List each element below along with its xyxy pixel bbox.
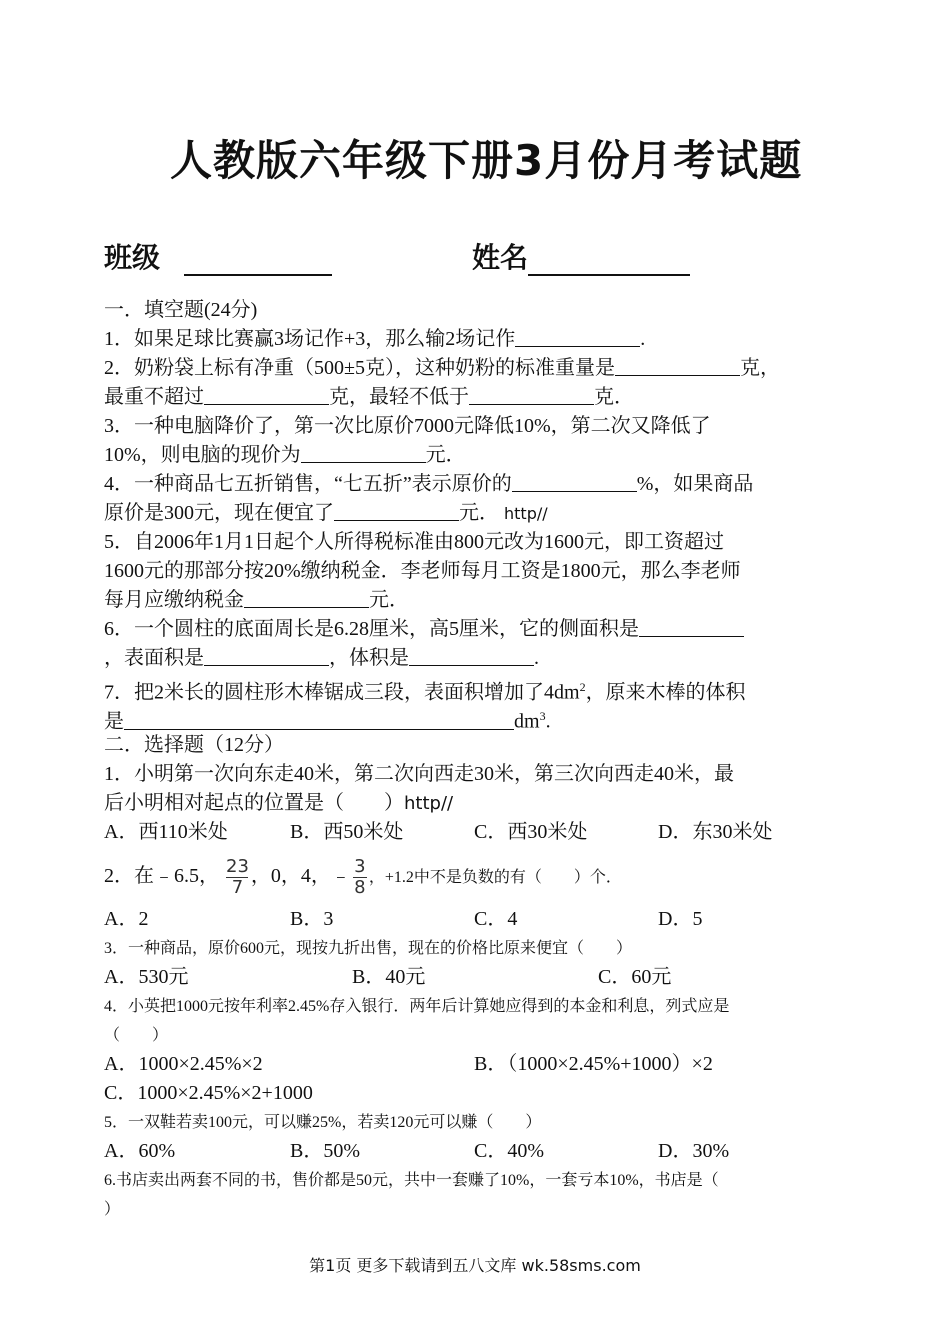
question-text: ，原来木棒的体积 xyxy=(585,681,746,704)
option-a[interactable]: A．530元 xyxy=(104,966,189,988)
answer-blank[interactable] xyxy=(515,326,640,347)
option-a[interactable]: A．西110米处 xyxy=(104,821,228,843)
choice-question-6: 6.书店卖出两套不同的书，售价都是50元，共中一套赚了10%，一套亏本10%，书店是（ xyxy=(104,1172,719,1189)
fraction-denominator: 7 xyxy=(231,877,244,899)
choice-options xyxy=(104,963,864,992)
choice-question-3: 3．一种商品，原价600元，现按九折出售，现在的价格比原来便宜（ ） xyxy=(104,940,633,957)
fill-question-4 xyxy=(104,470,864,499)
question-text: . xyxy=(545,710,551,733)
option-a[interactable]: A．60% xyxy=(104,1140,176,1162)
choice-question-5: 5．一双鞋若卖100元，可以赚25%，若卖120元可以赚（ ） xyxy=(104,1114,542,1131)
question-text: 克， xyxy=(739,357,780,379)
option-b[interactable]: B．50% xyxy=(290,1140,360,1162)
choice-options xyxy=(104,818,864,847)
answer-blank[interactable] xyxy=(639,616,744,637)
stray-text: http// xyxy=(404,793,454,814)
question-text: 1．如果足球比赛赢3场记作+3，那么输2场记作 xyxy=(104,328,516,350)
fill-question-5-cont2 xyxy=(104,586,864,615)
fill-question-5-cont: 1600元的那部分按20%缴纳税金．李老师每月工资是1800元，那么李老师 xyxy=(104,560,741,582)
choice-options xyxy=(104,1079,864,1108)
choice-options xyxy=(104,1137,864,1166)
fraction-numerator: 23 xyxy=(226,855,249,877)
question-text: 2．在﹣6.5， xyxy=(104,865,219,887)
fill-question-6 xyxy=(104,615,864,644)
option-a[interactable]: A．1000×2.45%×2 xyxy=(104,1053,263,1075)
fill-question-7-cont xyxy=(104,702,864,731)
fill-question-2-cont xyxy=(104,383,864,412)
fill-question-4-cont xyxy=(104,499,864,528)
question-text: 元． xyxy=(369,589,409,611)
fill-question-7 xyxy=(104,673,864,702)
answer-blank[interactable] xyxy=(512,471,637,492)
option-b[interactable]: B．（1000×2.45%+1000）×2 xyxy=(474,1053,713,1075)
option-a[interactable]: A．2 xyxy=(104,908,149,930)
choice-question-2 xyxy=(104,847,864,905)
answer-blank[interactable] xyxy=(334,500,459,521)
choice-question-4: 4．小英把1000元按年利率2.45%存入银行．两年后计算她应得到的本金和利息，列式应是 xyxy=(104,998,730,1015)
question-text: 克，最轻不低于 xyxy=(329,386,469,408)
option-c[interactable]: C．1000×2.45%×2+1000 xyxy=(104,1082,313,1104)
answer-blank[interactable] xyxy=(204,645,329,666)
fraction-numerator: 3 xyxy=(354,855,366,877)
question-text: 元． xyxy=(425,444,466,466)
question-text: dm xyxy=(514,710,540,733)
fill-question-1 xyxy=(104,325,864,354)
option-b[interactable]: B．西50米处 xyxy=(290,821,404,843)
fraction-23-7 xyxy=(226,857,249,899)
option-d[interactable]: D．30% xyxy=(658,1140,730,1162)
answer-blank[interactable] xyxy=(615,355,740,376)
question-text: . xyxy=(534,647,539,669)
fill-question-3: 3．一种电脑降价了，第一次比原价7000元降低10%，第二次又降低了 xyxy=(104,415,711,437)
fill-question-3-cont xyxy=(104,441,864,470)
section-heading: 一．填空题(24分) xyxy=(104,299,258,321)
option-c[interactable]: C．西30米处 xyxy=(474,821,588,843)
question-text: ，表面积是 xyxy=(104,647,204,669)
option-c[interactable]: C．4 xyxy=(474,908,518,930)
option-b[interactable]: B．3 xyxy=(290,908,334,930)
question-text: ，+1.2中不是负数的有（ ）个． xyxy=(368,869,622,886)
fill-question-2 xyxy=(104,354,864,383)
name-blank[interactable] xyxy=(528,244,690,276)
page-footer: 第1页 更多下载请到五八文库 wk.58sms.com xyxy=(309,1256,641,1275)
question-text: ，0，4， xyxy=(250,865,331,887)
class-blank[interactable] xyxy=(184,244,332,276)
question-text: 元． xyxy=(459,502,499,524)
question-text: 4．一种商品七五折销售，“七五折”表示原价的 xyxy=(104,473,512,495)
question-text: %，如果商品 xyxy=(636,473,754,495)
question-text: 10%，则电脑的现价为 xyxy=(104,444,301,466)
minus-sign: ﹣ xyxy=(330,865,351,887)
name-label: 姓名 xyxy=(472,241,529,274)
section-heading: 二．选择题（12分） xyxy=(104,734,284,756)
choice-question-1: 1．小明第一次向东走40米，第二次向西走30米，第三次向西走40米，最 xyxy=(104,763,734,785)
question-text: 7．把2米长的圆柱形木棒锯成三段，表面积增加了4dm xyxy=(104,681,580,704)
answer-blank[interactable] xyxy=(469,384,594,405)
question-text: 后小明相对起点的位置是（ ） xyxy=(104,792,404,814)
name-field xyxy=(472,236,690,276)
answer-blank[interactable] xyxy=(409,645,534,666)
choice-question-4-cont: （ ） xyxy=(104,1027,169,1044)
fill-question-6-cont xyxy=(104,644,864,673)
question-text: ，体积是 xyxy=(329,647,409,669)
page-title: 人教版六年级下册3月份月考试题 xyxy=(170,136,803,185)
question-text: 每月应缴纳税金 xyxy=(104,589,244,611)
fraction-3-8 xyxy=(353,857,367,899)
option-c[interactable]: C．60元 xyxy=(598,966,672,988)
question-text: . xyxy=(640,328,646,350)
question-text: 2．奶粉袋上标有净重（500±5克），这种奶粉的标准重量是 xyxy=(104,357,615,379)
answer-blank[interactable] xyxy=(244,587,369,608)
choice-options xyxy=(104,1050,864,1079)
question-text: 最重不超过 xyxy=(104,386,204,408)
option-d[interactable]: D．5 xyxy=(658,908,703,930)
question-text: 是 xyxy=(104,710,124,733)
answer-blank[interactable] xyxy=(204,384,329,405)
option-b[interactable]: B．40元 xyxy=(352,966,426,988)
option-c[interactable]: C．40% xyxy=(474,1140,544,1162)
option-d[interactable]: D．东30米处 xyxy=(658,821,773,843)
question-text: 克． xyxy=(594,386,634,408)
answer-blank[interactable] xyxy=(301,442,426,463)
superscript: 3 xyxy=(539,709,546,723)
choice-question-6-cont: ） xyxy=(104,1201,121,1218)
fill-question-5: 5．自2006年1月1日起个人所得税标准由800元改为1600元，即工资超过 xyxy=(104,531,724,553)
answer-blank[interactable] xyxy=(124,709,514,730)
superscript: 2 xyxy=(579,680,586,694)
choice-options xyxy=(104,905,864,934)
class-label: 班级 xyxy=(104,241,161,274)
fraction-denominator: 8 xyxy=(354,877,366,899)
choice-question-1-cont xyxy=(104,789,864,818)
exam-content xyxy=(104,296,864,1224)
stray-text: http// xyxy=(504,504,548,523)
question-text: 原价是300元，现在便宜了 xyxy=(104,502,334,524)
question-text: 6．一个圆柱的底面周长是6.28厘米，高5厘米，它的侧面积是 xyxy=(104,618,639,640)
class-field xyxy=(104,236,332,276)
